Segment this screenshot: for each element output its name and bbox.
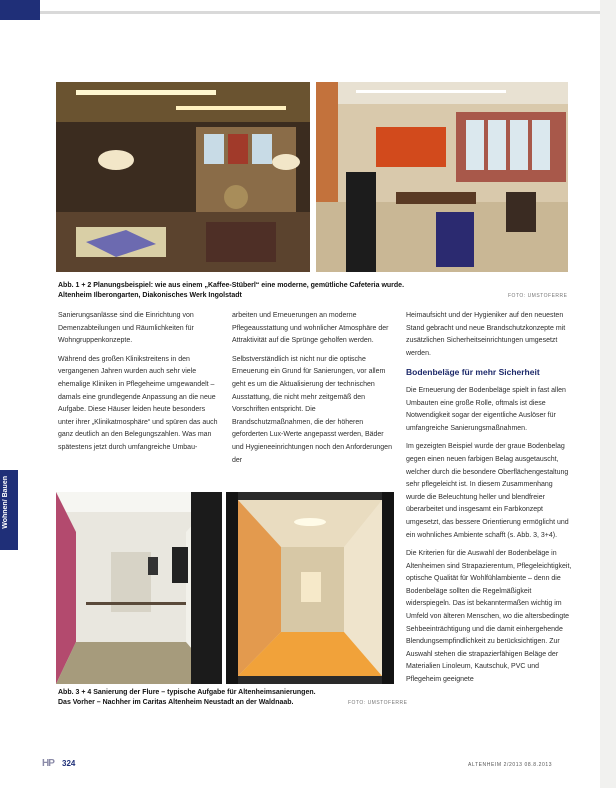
bottom-caption: Abb. 3 + 4 Sanierung der Flure – typische Aufgabe für Altenheimsanierungen. Das Vorher – Nachher im Caritas Altenheim Neustadt an der Waldnaab. xyxy=(58,689,316,706)
top-caption: Abb. 1 + 2 Planungsbeispiel: wie aus einem „Kaffee-Stüberl“ eine moderne, gemütliche Cafeteria wurde. Altenheim Ilberongarten, Diakonisches Werk Ingolstadt xyxy=(58,282,405,299)
paragraph: Die Erneuerung der Bodenbeläge spielt in fast allen Umbauten eine große Rolle, oftmals ist diese Notwendigkeit sogar der eigentliche Auslöser für umfangreiche Sanierungsmaßnahmen. xyxy=(406,386,566,432)
paragraph: arbeiten und Erneuerungen an moderne Pflegeausstattung und wohnlicher Atmosphäre der Attraktivität auf die Sprünge geholfen werden. xyxy=(232,312,389,345)
corner-color-block xyxy=(0,0,40,20)
paragraph: Selbstverständlich ist nicht nur die optische Erneuerung ein Grund für Sanierungen, vor allem geht es um die Aktualisierung der technischen Ausstattung, die nicht mehr zeitgemäß den Vorschriften entspricht. Die Brandschutzmaßnahmen, die der höheren geforderten Lux-Werte angepasst werden, Bäder und Hygieneeinrichtungen noch den Anforderungen der xyxy=(232,355,392,464)
footer-logo: HP xyxy=(42,758,54,769)
top-credit: FOTO: UMSTOFERRE xyxy=(508,293,568,299)
paragraph: Heimaufsicht und der Hygieniker auf den neuesten Stand gebracht und neue Brandschutzkonzepte mit zusätzlichen Sicherheitseinrichtungen umgesetzt werden. xyxy=(406,312,566,357)
paragraph: Im gezeigten Beispiel wurde der graue Bodenbelag gegen einen neuen farbigen Belag ausgetauscht, welcher durch die besondere Oberflächengestaltung sehr pflegeleicht ist. In diesem Zusammenhang wurde die Beleuchtung heller und blendfreier überarbeitet und insgesamt ein Farbkonzept umgesetzt, das bessere Orientierung ermöglicht und ein wohnliches Ambiente schafft (s. Abb. 3, 3+4). xyxy=(406,443,569,539)
top-rule xyxy=(40,11,600,14)
paragraph: Sanierungsanlässe sind die Einrichtung von Demenzabteilungen und Räumlichkeiten für Wohngruppenkonzepte. xyxy=(58,312,194,345)
section-tab xyxy=(0,470,18,550)
text-column-2 xyxy=(232,310,396,473)
section-tab-label: Wohnen/ Bauen xyxy=(2,476,9,529)
journal-footer: ALTENHEIM 2/2013 08.8.2013 xyxy=(468,762,553,768)
page-number: 324 xyxy=(62,759,76,768)
scan-edge xyxy=(600,0,616,788)
photo-old-cafe xyxy=(56,82,310,272)
bottom-credit: FOTO: UMSTOFERRE xyxy=(348,700,408,706)
paragraph: Die Kriterien für die Auswahl der Bodenbeläge in Altenheimen sind Strapazierentum, Pflegeleichtigkeit, optische Qualität für Wohlfühlambiente – denn die Bodenbeläge sollten die Regelmäßigkeit widerspiegeln. Das ist bekanntermaßen wichtig im Umfeld von älteren Menschen, wo die altersbedingte Sehbeeinträchtigung und die damit einhergehende Blendungsempfindlichkeit zu berücksichtigen. Zur Auswahl stehen die strapazierfähigen Beläge der Materialien Linoleum, Kautschuk, PVC und Pflegeheim geeignete xyxy=(406,550,572,684)
text-column-1 xyxy=(58,310,222,461)
photo-old-corridor xyxy=(56,492,222,684)
paragraph: Während des großen Klinikstreitens in den vergangenen Jahren wurden auch sehr viele ehemalige Kliniken in Pflegeheime umgewandelt – damals eine grundlegende Anpassung an die neue Aufgabe. Diese Häuser leiden heute besonders unter ihrer „Klinikatmosphäre“ und spüren das auch ganz deutlich an den Belegungszahlen. Was man spätestens jetzt durch umfangreiche Umbau- xyxy=(58,355,218,451)
photo-new-corridor xyxy=(226,492,394,684)
photo-new-cafe xyxy=(316,82,568,272)
section-heading: Bodenbeläge für mehr Sicherheit xyxy=(406,367,540,378)
text-column-3 xyxy=(406,310,572,693)
